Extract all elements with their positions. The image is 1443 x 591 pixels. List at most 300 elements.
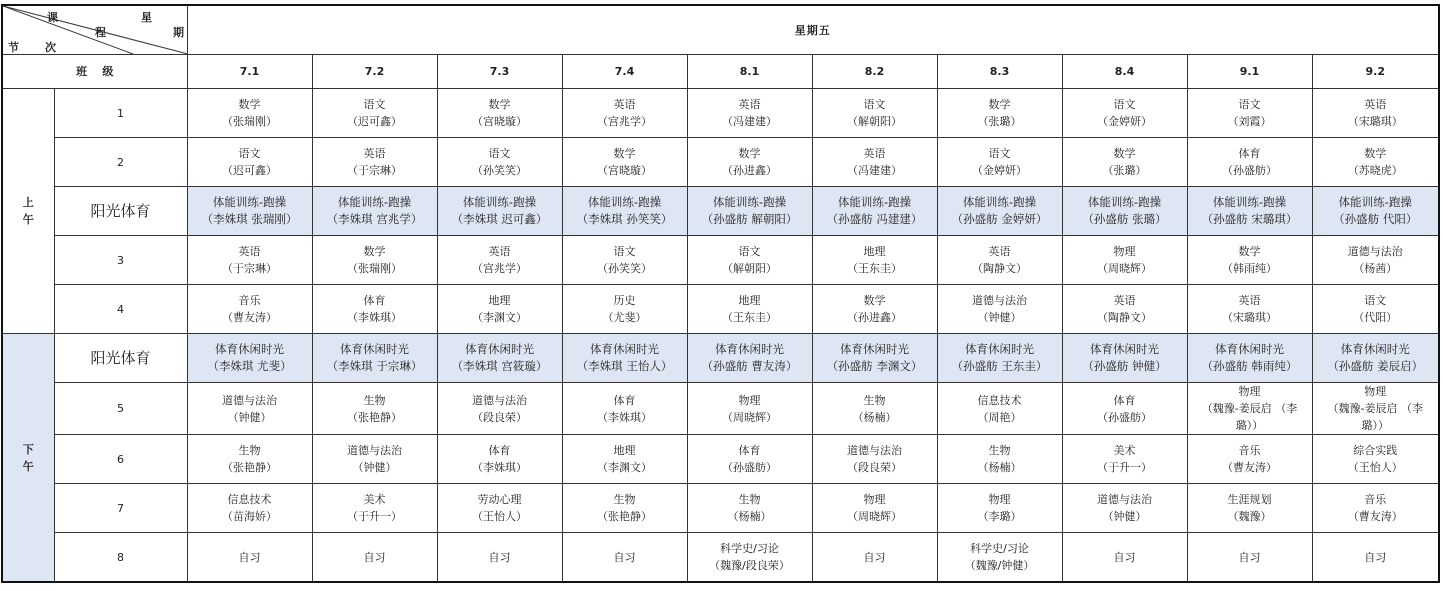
lesson-cell <box>812 285 937 334</box>
lesson-teacher: （孙盛舫） <box>722 461 777 474</box>
lesson-cell <box>312 533 437 583</box>
lesson-cell <box>437 285 562 334</box>
lesson-cell <box>562 334 687 383</box>
lesson-cell <box>437 383 562 435</box>
lesson-cell <box>1312 89 1439 138</box>
lesson-subject: 语文 <box>738 245 761 258</box>
day-title: 星期五 <box>187 5 1439 55</box>
lesson-cell <box>1187 484 1312 533</box>
lesson-subject: 物理 <box>863 493 886 506</box>
lesson-subject: 科学史/习论 <box>720 542 779 555</box>
pm_label-label-char: 午 <box>22 459 34 473</box>
lesson-teacher: （陶静文） <box>1097 311 1152 324</box>
lesson-subject: 道德与法治 <box>847 444 902 457</box>
period-number: 3 <box>54 236 187 285</box>
lesson-teacher: （李渊文） <box>597 461 652 474</box>
lesson-teacher: （孙盛舫 钟健） <box>1082 359 1167 373</box>
lesson-teacher: （周晓辉） <box>722 410 777 424</box>
lesson-cell <box>187 236 312 285</box>
lesson-teacher: 璐）） <box>1361 419 1389 432</box>
lesson-cell <box>1062 435 1187 484</box>
lesson-teacher: （李姝琪 宫兆学） <box>326 212 423 226</box>
lesson-subject: 英语 <box>238 245 261 258</box>
lesson-teacher: （李姝琪 尤斐） <box>207 359 292 373</box>
lesson-cell <box>687 187 812 236</box>
lesson-teacher: （孙盛舫 曹友涛） <box>701 359 798 373</box>
lesson-teacher: （周晓辉） <box>847 510 902 523</box>
lesson-subject: 英语 <box>1238 294 1261 307</box>
lesson-cell <box>937 533 1062 583</box>
lesson-cell <box>437 138 562 187</box>
lesson-cell <box>1062 138 1187 187</box>
lesson-cell <box>812 334 937 383</box>
lesson-cell <box>312 334 437 383</box>
lesson-subject: 数学 <box>1364 147 1387 160</box>
lesson-cell <box>312 435 437 484</box>
class-header: 7.1 <box>187 55 312 89</box>
lesson-cell <box>312 187 437 236</box>
lesson-teacher: （杨楠） <box>977 461 1022 474</box>
lesson-subject: 道德与法治 <box>1347 245 1403 258</box>
lesson-teacher: （周艳） <box>977 410 1022 424</box>
lesson-cell <box>812 138 937 187</box>
lesson-cell <box>937 236 1062 285</box>
lesson-cell <box>1062 187 1187 236</box>
lesson-teacher: （孙盛舫 代阳） <box>1333 212 1418 226</box>
period-row <box>2 138 1439 187</box>
lesson-subject: 美术 <box>1113 444 1136 457</box>
lesson-teacher: （钟健） <box>227 410 272 424</box>
lesson-cell <box>937 383 1062 435</box>
lesson-subject: 体育休闲时光 <box>715 342 784 356</box>
lesson-subject: 物理 <box>738 393 761 407</box>
lesson-teacher: （金婷妍） <box>1097 115 1152 128</box>
lesson-subject: 生物 <box>613 493 636 506</box>
lesson-teacher: （苏晓虎） <box>1347 164 1403 177</box>
lesson-teacher: （宋璐琪） <box>1222 311 1277 324</box>
lesson-cell <box>187 187 312 236</box>
timetable <box>1 4 1440 583</box>
lesson-teacher: （苗海娇） <box>222 510 277 523</box>
lesson-cell <box>1187 334 1312 383</box>
lesson-teacher: （刘霞） <box>1227 115 1272 128</box>
lesson-cell <box>312 236 437 285</box>
lesson-subject: 生物 <box>988 444 1011 457</box>
lesson-teacher: （曹友涛） <box>222 311 277 324</box>
pm_label-label-char: 下 <box>22 442 34 456</box>
corner-course: 课 <box>47 11 58 24</box>
lesson-subject: 历史 <box>613 294 636 307</box>
class-header: 8.1 <box>687 55 812 89</box>
lesson-teacher: （王东圭） <box>722 311 777 324</box>
lesson-cell <box>1062 533 1187 583</box>
period-row <box>2 533 1439 583</box>
lesson-teacher: （孙盛舫 金婷妍） <box>951 212 1048 226</box>
lesson-teacher: （段良荣） <box>847 461 902 474</box>
lesson-subject: 语文 <box>488 147 511 160</box>
corner-xing: 星 <box>141 11 152 24</box>
lesson-subject: 音乐 <box>1364 493 1387 506</box>
lesson-cell <box>687 236 812 285</box>
lesson-cell <box>187 435 312 484</box>
lesson-teacher: （魏豫/段良荣） <box>709 559 790 572</box>
lesson-cell <box>437 484 562 533</box>
period-number: 1 <box>54 89 187 138</box>
lesson-teacher: （宋璐琪） <box>1347 115 1403 128</box>
lesson-subject: 英语 <box>613 98 636 111</box>
lesson-subject: 体育 <box>1238 147 1261 160</box>
lesson-teacher: （王怡人） <box>472 510 527 523</box>
class-header: 8.2 <box>812 55 937 89</box>
lesson-teacher: （孙盛舫 韩雨纯） <box>1201 359 1298 373</box>
lesson-cell <box>1187 187 1312 236</box>
lesson-teacher: （宫晓璇） <box>472 115 527 128</box>
period-row <box>2 484 1439 533</box>
lesson-cell <box>1312 383 1439 435</box>
lesson-cell <box>562 383 687 435</box>
lesson-teacher: （冯建建） <box>847 164 902 177</box>
lesson-cell <box>437 334 562 383</box>
lesson-subject: 物理 <box>1113 245 1136 258</box>
lesson-subject: 英语 <box>488 245 511 258</box>
lesson-subject: 数学 <box>1238 245 1261 258</box>
lesson-cell <box>562 236 687 285</box>
lesson-teacher: （王怡人） <box>1347 461 1403 474</box>
lesson-teacher: （于宗琳） <box>347 164 402 177</box>
lesson-subject: 道德与法治 <box>347 444 402 457</box>
lesson-subject: 体育休闲时光 <box>840 342 909 356</box>
lesson-subject: 语文 <box>1364 294 1387 307</box>
period-row <box>2 383 1439 435</box>
lesson-cell <box>562 187 687 236</box>
lesson-subject: 数学 <box>1113 147 1136 160</box>
period-row <box>2 236 1439 285</box>
lesson-cell <box>187 138 312 187</box>
lesson-subject: 道德与法治 <box>1097 493 1152 506</box>
lesson-subject: 物理 <box>988 493 1011 506</box>
lesson-cell <box>812 435 937 484</box>
lesson-subject: 体能训练-跑操 <box>1338 195 1412 209</box>
lesson-teacher: （李姝琪 宫筱璇） <box>451 359 548 373</box>
sunshine-sports-row <box>2 334 1439 383</box>
lesson-cell <box>1312 285 1439 334</box>
lesson-teacher: （解朝阳） <box>722 262 777 275</box>
lesson-subject: 道德与法治 <box>472 393 527 407</box>
lesson-subject: 科学史/习论 <box>970 542 1029 555</box>
lesson-teacher: （魏豫/钟健） <box>964 559 1035 572</box>
lesson-teacher: （李璐） <box>977 510 1022 523</box>
lesson-cell <box>937 285 1062 334</box>
lesson-teacher: （钟健） <box>977 311 1022 324</box>
lesson-subject: 体育 <box>488 444 511 457</box>
lesson-subject: 语文 <box>238 147 261 160</box>
lesson-teacher: （魏豫） <box>1227 510 1272 523</box>
lesson-cell <box>437 533 562 583</box>
lesson-cell <box>562 89 687 138</box>
lesson-subject: 劳动心理 <box>477 493 522 506</box>
class-header: 9.2 <box>1312 55 1439 89</box>
lesson-cell <box>687 89 812 138</box>
lesson-subject: 综合实践 <box>1353 444 1398 457</box>
lesson-teacher: （王东圭） <box>847 262 902 275</box>
lesson-subject: 物理 <box>1238 385 1261 398</box>
lesson-subject: 语文 <box>988 147 1011 160</box>
lesson-teacher: （金婷妍） <box>972 164 1027 177</box>
lesson-subject: 信息技术 <box>977 393 1022 407</box>
lesson-cell <box>937 187 1062 236</box>
lesson-teacher: （冯建建） <box>722 115 777 128</box>
lesson-subject: 生物 <box>738 493 761 506</box>
period-number: 2 <box>54 138 187 187</box>
lesson-subject: 信息技术 <box>227 493 272 506</box>
lesson-cell <box>687 285 812 334</box>
lesson-subject: 体育 <box>613 393 636 407</box>
lesson-cell <box>1187 533 1312 583</box>
lesson-teacher: （代阳） <box>1353 311 1398 324</box>
am_label-label-char: 午 <box>22 213 34 226</box>
lesson-subject: 数学 <box>988 98 1011 111</box>
class-header: 9.1 <box>1187 55 1312 89</box>
lesson-teacher: （孙盛舫 宋璐琪） <box>1201 212 1298 226</box>
lesson-subject: 体能训练-跑操 <box>337 195 412 209</box>
corner-jie: 节 <box>8 41 19 54</box>
lesson-subject: 体能训练-跑操 <box>587 195 662 209</box>
lesson-cell <box>1187 89 1312 138</box>
lesson-cell <box>937 334 1062 383</box>
lesson-teacher: （魏豫-姜辰启 （李 <box>1327 402 1423 415</box>
lesson-cell <box>937 484 1062 533</box>
lesson-cell <box>1062 383 1187 435</box>
lesson-cell <box>687 334 812 383</box>
lesson-subject: 体育休闲时光 <box>340 342 409 356</box>
lesson-teacher: （李姝琪） <box>597 410 652 424</box>
lesson-subject: 数学 <box>488 98 511 111</box>
lesson-subject: 体育休闲时光 <box>590 342 659 356</box>
period-number: 4 <box>54 285 187 334</box>
lesson-cell <box>937 435 1062 484</box>
lesson-subject: 体能训练-跑操 <box>462 195 537 209</box>
lesson-teacher: （李姝琪 迟可鑫） <box>451 212 548 226</box>
lesson-cell <box>1062 236 1187 285</box>
lesson-subject: 生物 <box>863 393 886 407</box>
class-row <box>2 55 1439 89</box>
lesson-subject: 音乐 <box>1238 444 1261 457</box>
lesson-subject: 自习 <box>488 550 511 564</box>
lesson-subject: 地理 <box>738 294 761 307</box>
lesson-subject: 英语 <box>738 98 761 111</box>
lesson-teacher: （李渊文） <box>472 311 527 324</box>
lesson-subject: 体育休闲时光 <box>465 342 534 356</box>
lesson-teacher: （魏豫-姜辰启 （李 <box>1201 402 1298 415</box>
lesson-teacher: （孙进鑫） <box>722 164 777 177</box>
lesson-subject: 数学 <box>738 147 761 160</box>
lesson-subject: 自习 <box>1113 550 1136 564</box>
lesson-teacher: （孙盛舫 李渊文） <box>826 359 923 373</box>
class-header: 7.4 <box>562 55 687 89</box>
lesson-cell <box>687 383 812 435</box>
lesson-cell <box>437 187 562 236</box>
lesson-subject: 地理 <box>613 444 636 457</box>
period-number: 6 <box>54 435 187 484</box>
period-number: 7 <box>54 484 187 533</box>
lesson-cell <box>812 533 937 583</box>
lesson-teacher: （李姝琪 张瑞刚） <box>201 212 298 226</box>
lesson-cell <box>187 334 312 383</box>
lesson-cell <box>1187 383 1312 435</box>
lesson-subject: 数学 <box>863 294 886 307</box>
lesson-teacher: （张璐） <box>1102 164 1147 177</box>
lesson-teacher: （宫兆学） <box>472 262 527 275</box>
lesson-subject: 体育休闲时光 <box>215 342 284 356</box>
lesson-teacher: （陶静文） <box>972 262 1027 275</box>
lesson-cell <box>1312 138 1439 187</box>
lesson-cell <box>437 89 562 138</box>
lesson-cell <box>687 533 812 583</box>
lesson-subject: 数学 <box>613 147 636 160</box>
lesson-cell <box>812 187 937 236</box>
lesson-subject: 英语 <box>988 245 1011 258</box>
lesson-subject: 语文 <box>1238 98 1261 111</box>
lesson-subject: 体能训练-跑操 <box>712 195 787 209</box>
corner-cheng: 程 <box>95 26 106 39</box>
lesson-cell <box>1312 187 1439 236</box>
lesson-teacher: （宫兆学） <box>597 115 652 128</box>
lesson-teacher: （迟可鑫） <box>347 115 402 128</box>
lesson-subject: 语文 <box>863 98 886 111</box>
lesson-cell <box>1062 285 1187 334</box>
lesson-teacher: （孙盛舫 冯建建） <box>826 212 923 226</box>
lesson-cell <box>1187 435 1312 484</box>
lesson-subject: 物理 <box>1364 385 1387 398</box>
lesson-teacher: （于升一） <box>347 510 402 523</box>
lesson-teacher: （孙笑笑） <box>472 164 527 177</box>
lesson-cell <box>187 285 312 334</box>
lesson-cell <box>1312 236 1439 285</box>
lesson-teacher: （孙盛舫） <box>1097 410 1152 424</box>
class-header: 8.3 <box>937 55 1062 89</box>
lesson-subject: 生物 <box>238 444 261 457</box>
sunshine-sports-label: 阳光体育 <box>54 187 187 236</box>
lesson-teacher: （曹友涛） <box>1347 510 1403 523</box>
class-header: 7.3 <box>437 55 562 89</box>
lesson-teacher: （宫晓璇） <box>597 164 652 177</box>
am_label-label-char: 上 <box>22 196 34 209</box>
corner-qi: 期 <box>173 26 184 39</box>
lesson-cell <box>1187 236 1312 285</box>
lesson-subject: 英语 <box>1364 98 1387 111</box>
lesson-teacher: （李姝琪 于宗琳） <box>326 359 423 373</box>
lesson-subject: 数学 <box>238 98 261 111</box>
lesson-teacher: （孙盛舫 解朝阳） <box>701 212 798 226</box>
lesson-cell <box>1312 484 1439 533</box>
lesson-subject: 自习 <box>1238 550 1261 564</box>
class-header: 7.2 <box>312 55 437 89</box>
lesson-teacher: （李姝琪） <box>472 461 527 474</box>
lesson-cell <box>812 236 937 285</box>
lesson-cell <box>687 484 812 533</box>
lesson-cell <box>1312 435 1439 484</box>
lesson-teacher: （李姝琪 王怡人） <box>576 359 673 373</box>
pm_label-label <box>2 334 54 583</box>
lesson-cell <box>187 383 312 435</box>
lesson-teacher: 璐）） <box>1235 419 1264 432</box>
sunshine-sports-label: 阳光体育 <box>54 334 187 383</box>
lesson-cell <box>1187 138 1312 187</box>
lesson-teacher: （杨茜） <box>1353 262 1398 275</box>
lesson-teacher: （张瑞刚） <box>222 115 277 128</box>
lesson-subject: 体能训练-跑操 <box>837 195 912 209</box>
lesson-subject: 体育休闲时光 <box>1090 342 1159 356</box>
lesson-cell <box>687 435 812 484</box>
period-number: 8 <box>54 533 187 583</box>
lesson-teacher: （张璐） <box>977 115 1022 128</box>
lesson-subject: 美术 <box>363 493 386 506</box>
lesson-cell <box>312 138 437 187</box>
lesson-teacher: （于宗琳） <box>222 262 277 275</box>
lesson-teacher: （周晓辉） <box>1097 262 1152 275</box>
lesson-subject: 道德与法治 <box>972 294 1027 307</box>
period-number: 5 <box>54 383 187 435</box>
lesson-cell <box>312 89 437 138</box>
lesson-teacher: （张瑞刚） <box>347 262 402 275</box>
lesson-teacher: （张艳静） <box>222 461 277 474</box>
lesson-cell <box>812 383 937 435</box>
lesson-subject: 语文 <box>1113 98 1136 111</box>
lesson-cell <box>562 138 687 187</box>
period-row <box>2 89 1439 138</box>
lesson-subject: 自习 <box>363 550 386 564</box>
lesson-teacher: （尤斐） <box>602 311 647 324</box>
lesson-cell <box>312 484 437 533</box>
lesson-teacher: （解朝阳） <box>847 115 902 128</box>
lesson-teacher: （张艳静） <box>597 510 652 523</box>
lesson-cell <box>187 89 312 138</box>
lesson-cell <box>187 533 312 583</box>
header-row <box>2 5 1439 55</box>
sunshine-sports-row <box>2 187 1439 236</box>
lesson-cell <box>1312 533 1439 583</box>
lesson-subject: 地理 <box>863 245 886 258</box>
lesson-cell <box>312 383 437 435</box>
lesson-subject: 体能训练-跑操 <box>212 195 287 209</box>
lesson-teacher: （钟健） <box>1102 510 1147 523</box>
lesson-cell <box>562 285 687 334</box>
period-row <box>2 435 1439 484</box>
lesson-cell <box>562 533 687 583</box>
period-row <box>2 285 1439 334</box>
lesson-cell <box>1312 334 1439 383</box>
corner-ci: 次 <box>45 41 56 54</box>
lesson-subject: 英语 <box>1113 294 1136 307</box>
lesson-subject: 英语 <box>363 147 386 160</box>
lesson-subject: 体育休闲时光 <box>965 342 1034 356</box>
lesson-teacher: （迟可鑫） <box>222 164 277 177</box>
lesson-cell <box>437 236 562 285</box>
lesson-subject: 地理 <box>488 294 511 307</box>
lesson-subject: 体能训练-跑操 <box>1212 195 1287 209</box>
lesson-cell <box>437 435 562 484</box>
lesson-subject: 自习 <box>863 550 886 564</box>
lesson-subject: 语文 <box>363 98 386 111</box>
lesson-teacher: （张艳静） <box>347 410 402 424</box>
class-header: 8.4 <box>1062 55 1187 89</box>
lesson-cell <box>1062 89 1187 138</box>
class-label: 班 级 <box>2 55 187 89</box>
lesson-cell <box>562 484 687 533</box>
lesson-subject: 体育 <box>738 444 761 457</box>
lesson-teacher: （孙盛舫） <box>1222 164 1277 177</box>
lesson-teacher: （曹友涛） <box>1222 461 1277 474</box>
